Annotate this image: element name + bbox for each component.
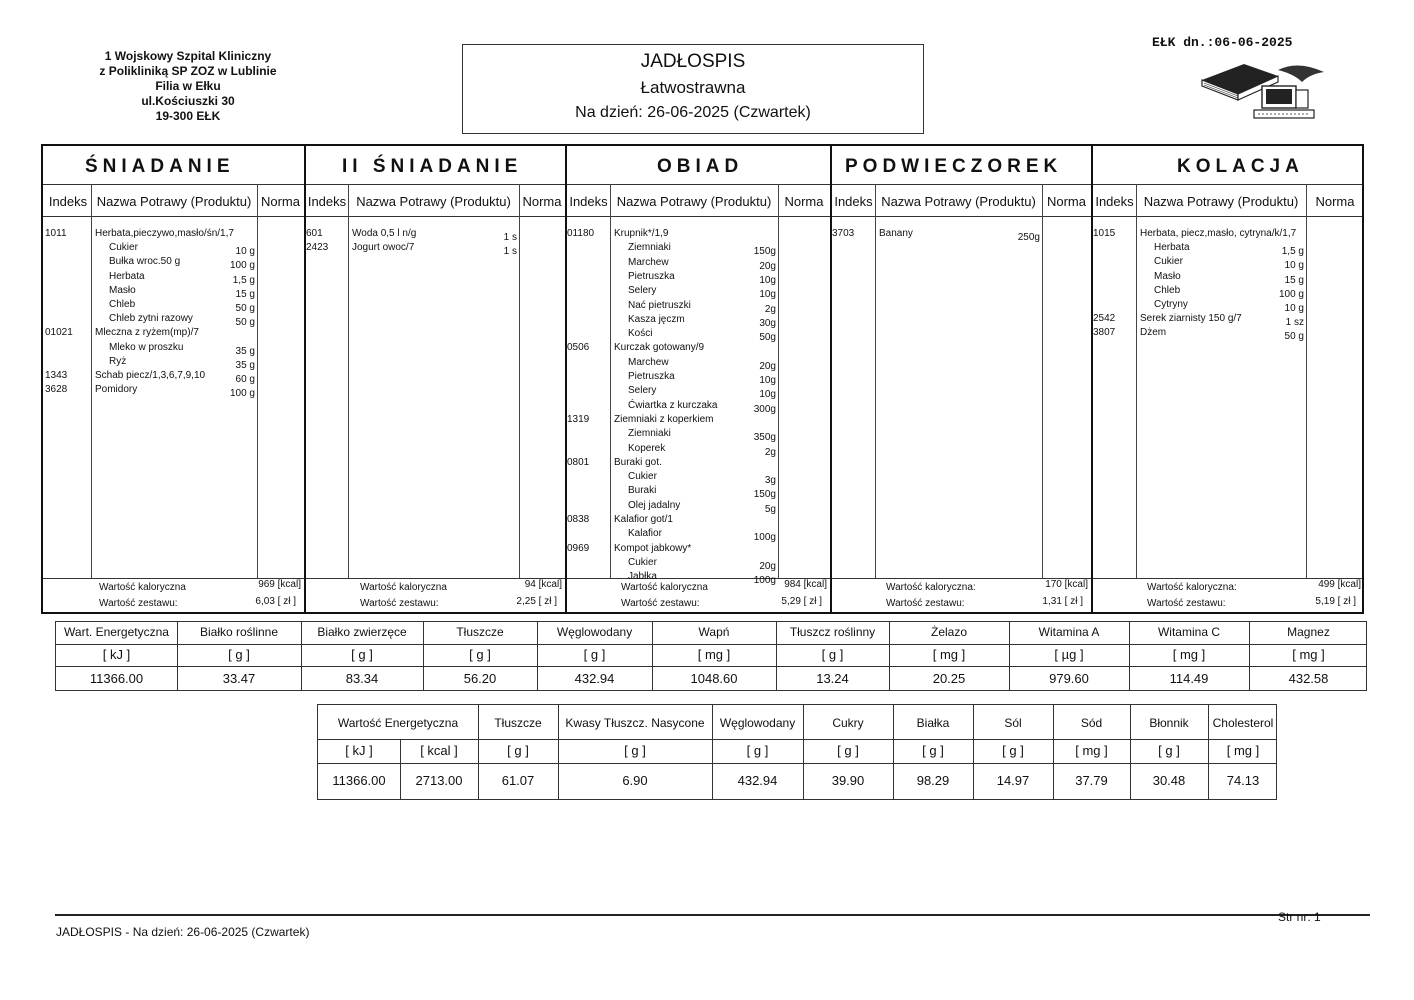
row-name: Buraki [628, 485, 657, 497]
nutrient-value: 39.90 [831, 773, 865, 788]
row-norm: 20g [759, 360, 776, 372]
nutrient-unit: [ g ] [583, 647, 606, 662]
nutrient-unit: [ mg ] [697, 647, 731, 662]
meal-section-separator [1091, 146, 1093, 612]
row-name: Masło [109, 284, 136, 296]
meal-title: II ŚNIADANIE [342, 156, 523, 177]
page-number: Str nr: 1 [1278, 910, 1321, 924]
row-norm: 50g [759, 332, 776, 344]
row-norm: 250g [1017, 232, 1040, 243]
row-name: Cukier [109, 242, 138, 254]
row-name: Ziemniaki [628, 242, 671, 254]
nutrient-value: 432.58 [1288, 671, 1329, 686]
row-name: Marchew [628, 256, 669, 268]
kcal-label: Wartość kaloryczna: [1147, 582, 1237, 593]
row-index: 1319 [567, 413, 590, 425]
row-name: Selery [628, 385, 657, 397]
footer-text: JADŁOSPIS - Na dzień: 26-06-2025 (Czwartek) [56, 925, 310, 939]
nutrient-header: Białko roślinne [199, 625, 279, 639]
nutrient-header: Kwasy Tłuszcz. Nasycone [565, 716, 705, 730]
nutrient-value: 83.34 [345, 671, 379, 686]
row-divider [56, 666, 1366, 667]
cost-value: 6,03 [ zł ] [255, 596, 296, 607]
nutrient-header: Sód [1080, 716, 1103, 730]
row-name: Kości [628, 328, 653, 340]
nutrient-unit: [ g ] [746, 743, 769, 758]
nutrient-header: Węglowodany [556, 625, 633, 639]
row-index: 2423 [306, 242, 329, 254]
col-header-norm: Norma [784, 194, 824, 209]
book-computer-logo-icon [1198, 60, 1332, 122]
col-header-name: Nazwa Potrawy (Produktu) [616, 194, 772, 209]
row-name: Koperek [628, 442, 666, 454]
document-title: JADŁOSPIS [640, 51, 746, 72]
kcal-value: 499 [kcal] [1318, 579, 1361, 590]
nutrient-header: Wart. Energetyczna [64, 625, 169, 639]
row-norm: 60 g [235, 374, 255, 385]
hospital-line: 1 Wojskowy Szpital Kliniczny [104, 49, 272, 63]
row-name: Kalafior [628, 528, 662, 540]
row-norm: 3g [764, 475, 776, 487]
meals-table [41, 144, 1364, 614]
row-norm: 2g [764, 446, 776, 458]
row-norm: 10 g [235, 246, 255, 258]
row-index: 01021 [45, 327, 73, 339]
hospital-line: Filia w Ełku [155, 79, 221, 93]
row-norm: 50 g [235, 303, 255, 314]
row-norm: 100 g [229, 260, 255, 272]
title-box [462, 44, 924, 134]
row-norm: 300g [753, 403, 776, 415]
nutrient-header: Błonnik [1149, 716, 1189, 730]
nutrient-value: 30.48 [1152, 773, 1186, 788]
kcal-value: 984 [kcal] [784, 579, 827, 590]
cost-label: Wartość zestawu: [886, 598, 965, 609]
hospital-address [70, 49, 306, 124]
cost-value: 1,31 [ zł ] [1042, 596, 1083, 607]
row-norm: 100g [753, 532, 776, 544]
row-norm: 1,5 g [232, 274, 255, 286]
row-norm: 1 s [503, 246, 517, 258]
nutrient-header: Węglowodany [719, 716, 796, 730]
hospital-line: 19-300 EŁK [155, 109, 221, 123]
row-name: Buraki got. [614, 456, 662, 468]
nutrient-value: 1048.60 [690, 671, 738, 686]
nutrient-value: 37.79 [1075, 773, 1108, 788]
row-name: Cukier [628, 471, 657, 483]
row-name: Cytryny [1154, 299, 1188, 310]
row-name: Dżem [1140, 327, 1167, 339]
col-line [1306, 184, 1307, 578]
nutrient-header: Tłuszcze [494, 716, 542, 730]
row-index: 601 [306, 228, 323, 239]
nutrient-value: 114.49 [1169, 671, 1209, 686]
row-name: Pietruszka [628, 270, 675, 282]
col-header-norm: Norma [1046, 194, 1086, 209]
row-norm: 2g [764, 303, 776, 315]
col-line [778, 184, 779, 578]
row-norm: 150g [753, 489, 776, 501]
row-index: 0838 [567, 514, 590, 525]
nutrient-header: Wapń [698, 625, 730, 639]
nutrient-header: Cukry [832, 716, 864, 730]
cost-label: Wartość zestawu: [621, 598, 700, 609]
col-header-index: Indeks [569, 194, 608, 209]
row-name: Serek ziarnisty 150 g/7 [1140, 313, 1242, 325]
col-header-norm: Norma [1315, 194, 1355, 209]
footer-divider [55, 914, 1370, 916]
cost-value: 5,19 [ zł ] [1315, 596, 1356, 607]
row-name: Chleb [1154, 284, 1181, 296]
nutrient-unit: [ kcal ] [420, 743, 458, 758]
row-name: Masło [1154, 270, 1181, 282]
row-norm: 100g [753, 575, 776, 587]
row-norm: 10g [759, 289, 776, 301]
row-name: Herbata, piecz,masło, cytryna/k/1,7 [1140, 228, 1297, 239]
col-line [875, 184, 876, 578]
row-norm: 10g [759, 389, 776, 401]
meal-section-separator [304, 146, 306, 612]
col-header-index: Indeks [834, 194, 873, 209]
row-name: Banany [879, 228, 913, 239]
row-index: 3703 [832, 228, 855, 239]
col-header-norm: Norma [522, 194, 562, 209]
row-name: Mleko w proszku [109, 341, 184, 353]
meal-title: KOLACJA [1177, 156, 1304, 177]
row-norm: 35 g [235, 345, 255, 357]
nutrient-value: 98.29 [916, 773, 950, 788]
row-norm: 10 g [1284, 260, 1304, 272]
hospital-line: ul.Kościuszki 30 [141, 94, 235, 108]
nutrient-unit: [ mg ] [932, 647, 966, 662]
row-norm: 10g [759, 375, 776, 386]
nutrient-header: Tłuszcz roślinny [789, 625, 876, 639]
nutrient-value: 6.90 [622, 773, 648, 788]
nutrient-value: 979.60 [1049, 671, 1089, 686]
row-norm: 350g [753, 432, 776, 444]
row-name: Ryż [109, 355, 127, 367]
nutrient-value: 11366.00 [332, 773, 386, 788]
row-name: Cukier [1154, 256, 1183, 268]
nutrient-unit: [ g ] [922, 743, 944, 758]
diet-name: Łatwostrawna [640, 78, 746, 97]
cost-label: Wartość zestawu: [360, 598, 439, 609]
row-index: 1011 [45, 228, 67, 239]
col-header-index: Indeks [307, 194, 347, 209]
row-name: Kalafior got/1 [614, 514, 673, 525]
col-line [348, 184, 349, 578]
nutrient-value: 2713.00 [415, 773, 463, 788]
row-name: Pomidory [95, 384, 138, 396]
row-name: Ziemniaki z koperkiem [614, 413, 714, 425]
kcal-label: Wartość kaloryczna [621, 582, 708, 593]
nutrient-unit: [ mg ] [1172, 647, 1206, 662]
nutrient-unit: [ g ] [837, 743, 859, 758]
meal-title: OBIAD [657, 156, 744, 177]
col-header-norm: Norma [260, 194, 300, 209]
row-norm: 100 g [1278, 288, 1304, 300]
kcal-label: Wartość kaloryczna [360, 582, 447, 593]
row-divider [318, 763, 1276, 764]
row-name: Selery [628, 285, 657, 297]
nutrient-unit: [ g ] [507, 743, 529, 758]
row-divider [318, 739, 1276, 740]
nutrient-value: 432.94 [574, 671, 615, 686]
meal-title: ŚNIADANIE [85, 156, 235, 177]
nutrient-header: Witamina C [1157, 625, 1220, 639]
col-line [91, 184, 92, 578]
row-name: Jabłka [628, 571, 657, 583]
nutrient-header: Magnez [1287, 625, 1330, 639]
nutrient-header: Witamina A [1038, 625, 1100, 639]
row-name: Schab piecz/1,3,6,7,9,10 [95, 370, 206, 381]
nutrient-header: Wartość Energetyczna [337, 716, 459, 730]
nutrient-unit: [ mg ] [1226, 743, 1260, 758]
row-norm: 15 g [1284, 274, 1304, 286]
row-name: Kasza jęczm [628, 313, 685, 325]
row-divider [56, 644, 1366, 645]
nutrient-unit: [ g ] [624, 743, 646, 758]
row-name: Chleb [109, 299, 136, 310]
row-name: Kurczak gotowany/9 [614, 342, 705, 354]
nutrient-header: Białka [916, 716, 950, 730]
col-line [257, 184, 258, 578]
kcal-label: Wartość kaloryczna [99, 582, 186, 593]
col-header-index: Indeks [1095, 194, 1134, 209]
nutrient-unit: [ mg ] [1292, 647, 1325, 662]
row-name: Nać pietruszki [628, 299, 691, 311]
nutrient-value: 13.24 [816, 671, 849, 686]
nutrient-header: Tłuszcze [456, 625, 504, 639]
nutrient-unit: [ mg ] [1075, 743, 1108, 758]
row-name: Mleczna z ryżem(mp)/7 [95, 327, 199, 339]
row-index: 0969 [567, 542, 590, 554]
row-name: Jogurt owoc/7 [352, 242, 415, 254]
nutrient-header: Żelazo [930, 625, 968, 639]
row-norm: 30g [759, 317, 776, 329]
meals-header-divider [43, 216, 1362, 217]
row-norm: 50 g [235, 317, 255, 329]
nutrient-value: 20.25 [932, 671, 966, 686]
col-line [610, 184, 611, 578]
row-index: 0801 [567, 456, 590, 468]
nutrient-value: 14.97 [996, 773, 1030, 788]
col-header-name: Nazwa Potrawy (Produktu) [881, 194, 1036, 209]
kcal-value: 170 [kcal] [1045, 579, 1088, 590]
col-line [1042, 184, 1043, 578]
nutrient-unit: [ g ] [469, 647, 491, 662]
col-line [519, 184, 520, 578]
col-header-name: Nazwa Potrawy (Produktu) [1143, 194, 1299, 209]
row-norm: 35 g [235, 359, 255, 371]
row-norm: 150g [753, 246, 776, 258]
nutrient-unit: [ g ] [228, 647, 250, 662]
row-norm: 10g [759, 274, 776, 286]
nutrient-unit: [ kJ ] [345, 743, 373, 758]
meals-section-divider [43, 184, 1362, 185]
nutrient-value: 61.07 [501, 773, 535, 788]
nutrient-unit: [ µg ] [1054, 647, 1084, 662]
menu-date: Na dzień: 26-06-2025 (Czwartek) [575, 104, 811, 121]
nutrient-value: 432.94 [737, 773, 778, 788]
nutrient-header: Sól [1004, 716, 1022, 730]
nutrient-value: 11366.00 [89, 671, 144, 686]
row-norm: 1,5 g [1281, 246, 1304, 258]
kcal-value: 969 [kcal] [258, 579, 301, 590]
kcal-value: 94 [kcal] [524, 579, 562, 590]
nutrient-value: 56.20 [463, 671, 497, 686]
col-header-name: Nazwa Potrawy (Produktu) [356, 194, 511, 209]
nutrient-unit: [ g ] [1002, 743, 1024, 758]
row-name: Ćwiartka z kurczaka [628, 399, 718, 411]
row-index: 1343 [45, 370, 68, 381]
row-norm: 1 s [503, 232, 517, 243]
row-name: Olej jadalny [628, 499, 681, 511]
cost-value: 5,29 [ zł ] [781, 596, 822, 607]
row-name: Herbata,pieczywo,masło/śn/1,7 [95, 228, 234, 239]
nutrition-table-label [317, 704, 1277, 800]
row-name: Cukier [628, 556, 657, 568]
row-name: Kompot jabkowy* [614, 542, 692, 554]
row-name: Pietruszka [628, 371, 675, 382]
row-name: Herbata [109, 270, 145, 282]
row-name: Marchew [628, 356, 669, 368]
row-norm: 1 sz [1285, 317, 1304, 329]
cost-label: Wartość zestawu: [99, 598, 178, 609]
row-norm: 15 g [235, 288, 255, 300]
row-norm: 50 g [1284, 331, 1304, 343]
nutrition-table-main [55, 621, 1367, 691]
row-name: Krupnik*/1,9 [614, 228, 669, 239]
nutrient-value: 74.13 [1226, 773, 1260, 788]
row-index: 3628 [45, 384, 68, 396]
meal-title: PODWIECZOREK [845, 156, 1063, 177]
col-header-name: Nazwa Potrawy (Produktu) [96, 194, 252, 209]
row-index: 0506 [567, 342, 590, 354]
row-norm: 10 g [1284, 303, 1304, 314]
issue-date-stamp: EŁK dn.:06-06-2025 [1152, 35, 1293, 50]
nutrient-header: Białko zwierzęce [317, 625, 407, 639]
row-index: 2542 [1093, 313, 1116, 325]
row-norm: 5g [764, 503, 776, 515]
row-norm: 100 g [229, 388, 255, 400]
row-norm: 20g [759, 260, 776, 272]
row-name: Woda 0,5 l n/g [352, 228, 417, 239]
cost-value: 2,25 [ zł ] [516, 596, 557, 607]
row-name: Chleb zytni razowy [109, 313, 193, 325]
kcal-label: Wartość kaloryczna: [886, 582, 976, 593]
nutrient-value: 33.47 [222, 671, 256, 686]
hospital-line: z Polikliniką SP ZOZ w Lublinie [99, 64, 277, 78]
row-name: Bułka wroc.50 g [109, 256, 181, 268]
nutrient-header: Cholesterol [1212, 716, 1274, 730]
nutrient-unit: [ g ] [1158, 743, 1180, 758]
col-header-index: Indeks [48, 194, 88, 209]
cost-label: Wartość zestawu: [1147, 598, 1226, 609]
row-norm: 20g [759, 560, 776, 572]
row-name: Ziemniaki [628, 428, 671, 440]
row-index: 1015 [1093, 228, 1116, 239]
nutrient-unit: [ g ] [821, 647, 844, 662]
nutrient-unit: [ g ] [351, 647, 373, 662]
meal-section-separator [830, 146, 832, 612]
row-index: 01180 [567, 228, 595, 239]
nutrient-unit: [ kJ ] [102, 647, 131, 662]
row-name: Herbata [1154, 242, 1190, 254]
col-line [1136, 184, 1137, 578]
row-index: 3807 [1093, 327, 1116, 339]
